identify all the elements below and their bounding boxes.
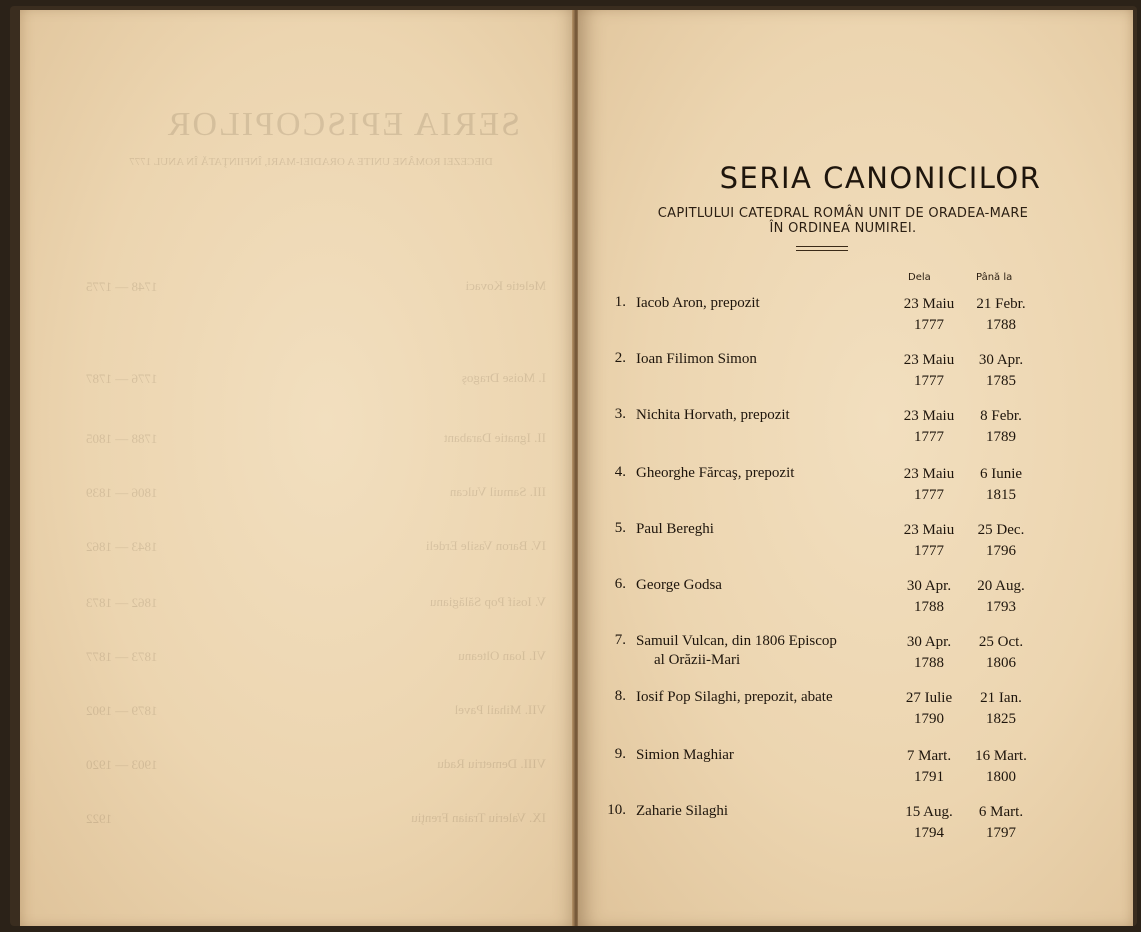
bleed-title: SERIA EPISCOPILOR xyxy=(165,106,520,143)
from-year: 1777 xyxy=(914,543,944,559)
from-year: 1794 xyxy=(914,825,944,841)
entry-name xyxy=(636,802,886,821)
entry-number: 7. xyxy=(614,632,626,648)
from-year: 1790 xyxy=(914,711,944,727)
entry-from-date xyxy=(894,464,964,506)
entry-to-date xyxy=(966,294,1036,336)
from-day: 23 Maiu xyxy=(903,522,955,538)
to-year: 1797 xyxy=(986,825,1016,841)
right-page xyxy=(578,10,1133,926)
bleed-row-name: I. Moise Dragoş xyxy=(461,370,546,385)
bleed-row-name: VI. Ioan Olteanu xyxy=(458,648,546,663)
bleed-row-dates: 1776 — 1787 xyxy=(86,371,158,386)
canon-entry xyxy=(598,688,1048,738)
bleed-row-dates: 1903 — 1920 xyxy=(86,757,158,772)
page-title: SERIA CANONICILOR xyxy=(719,161,1042,195)
to-day: 20 Aug. xyxy=(977,578,1025,594)
to-day: 25 Dec. xyxy=(977,522,1025,538)
bleed-row xyxy=(86,756,546,796)
entry-from-date xyxy=(894,576,964,618)
from-day: 23 Maiu xyxy=(903,408,955,424)
bleed-row xyxy=(86,648,546,688)
entry-from-date xyxy=(894,802,964,844)
entry-name-line-1: Iosif Pop Silaghi, prepozit, abate xyxy=(636,689,833,705)
to-year: 1800 xyxy=(986,769,1016,785)
to-year: 1796 xyxy=(986,543,1016,559)
entry-from-date xyxy=(894,746,964,788)
entry-to-date xyxy=(966,464,1036,506)
entry-name xyxy=(636,406,886,425)
page-subtitle xyxy=(608,206,1078,236)
from-year: 1788 xyxy=(914,599,944,615)
bleed-row xyxy=(86,702,546,742)
from-day: 23 Maiu xyxy=(903,352,955,368)
bleed-row xyxy=(86,370,546,410)
entry-name-line-1: Paul Bereghi xyxy=(636,521,714,537)
to-year: 1789 xyxy=(986,429,1016,445)
entry-to-date xyxy=(966,406,1036,448)
from-day: 23 Maiu xyxy=(903,466,955,482)
entry-number: 4. xyxy=(614,464,626,480)
bleed-row-name: VIII. Demetriu Radu xyxy=(437,756,546,771)
canon-entry xyxy=(598,520,1048,570)
entry-number: 1. xyxy=(614,294,626,310)
entry-name xyxy=(636,688,886,707)
open-book xyxy=(10,6,1137,926)
to-day: 21 Febr. xyxy=(976,296,1026,312)
entry-name-line-1: Ioan Filimon Simon xyxy=(636,351,757,367)
bleed-row-dates: 1922 xyxy=(86,811,112,826)
entry-name xyxy=(636,632,886,670)
bleed-row-name: IX. Valeriu Traian Frenţiu xyxy=(411,810,546,825)
bleed-row-dates: 1879 — 1902 xyxy=(86,703,158,718)
entry-number: 9. xyxy=(614,746,626,762)
entry-number: 6. xyxy=(614,576,626,592)
entry-to-date xyxy=(966,688,1036,730)
entry-name-line-1: Iacob Aron, prepozit xyxy=(636,295,760,311)
to-day: 21 Ian. xyxy=(980,690,1022,706)
from-day: 7 Mart. xyxy=(906,748,952,764)
to-day: 6 Iunie xyxy=(979,466,1023,482)
column-header-from: Dela xyxy=(908,272,931,283)
entry-number: 5. xyxy=(614,520,626,536)
to-day: 6 Mart. xyxy=(978,804,1024,820)
left-page xyxy=(20,10,576,926)
entry-name xyxy=(636,294,886,313)
entry-to-date xyxy=(966,746,1036,788)
entry-name-line-1: Zaharie Silaghi xyxy=(636,803,729,819)
from-year: 1777 xyxy=(914,317,944,333)
canon-entry xyxy=(598,632,1048,682)
bleed-row xyxy=(86,594,546,634)
entry-name-line-2: al Orăzii-Mari xyxy=(654,652,741,668)
to-year: 1785 xyxy=(986,373,1016,389)
from-day: 30 Apr. xyxy=(906,634,952,650)
entry-name-line-1: Samuil Vulcan, din 1806 Episcop xyxy=(636,633,837,649)
bleed-row xyxy=(86,278,546,318)
bleed-row-name: V. Iosif Pop Sălăgianu xyxy=(429,594,546,609)
bleed-row-name: VII. Mihail Pavel xyxy=(454,702,546,717)
from-year: 1777 xyxy=(914,429,944,445)
bleed-through-text xyxy=(20,10,576,926)
to-day: 16 Mart. xyxy=(975,748,1027,764)
canon-entry xyxy=(598,294,1048,344)
to-day: 25 Oct. xyxy=(978,634,1024,650)
from-day: 30 Apr. xyxy=(906,578,952,594)
entry-number: 8. xyxy=(614,688,626,704)
entry-name xyxy=(636,576,886,595)
bleed-row-dates: 1748 — 1775 xyxy=(86,279,158,294)
canon-entry xyxy=(598,406,1048,456)
entry-from-date xyxy=(894,406,964,448)
bleed-row xyxy=(86,538,546,578)
entry-name-line-1: Gheorghe Fărcaş, prepozit xyxy=(636,465,795,481)
to-year: 1815 xyxy=(986,487,1016,503)
bleed-row-dates: 1873 — 1877 xyxy=(86,649,158,664)
entry-name-line-1: George Godsa xyxy=(636,577,722,593)
entry-name xyxy=(636,520,886,539)
entry-number: 3. xyxy=(614,406,626,422)
bleed-row-dates: 1806 — 1839 xyxy=(86,485,158,500)
to-year: 1825 xyxy=(986,711,1016,727)
canon-entry xyxy=(598,350,1048,400)
entry-to-date xyxy=(966,350,1036,392)
subtitle-line-1: CAPITLULUI CATEDRAL ROMÂN UNIT DE ORADEA-MARE xyxy=(657,206,1029,221)
from-day: 15 Aug. xyxy=(905,804,953,820)
entry-name-line-1: Nichita Horvath, prepozit xyxy=(636,407,790,423)
entry-from-date xyxy=(894,350,964,392)
entry-number: 10. xyxy=(607,802,626,818)
from-day: 27 Iulie xyxy=(905,690,953,706)
bleed-row xyxy=(86,430,546,470)
from-year: 1777 xyxy=(914,373,944,389)
to-day: 30 Apr. xyxy=(978,352,1024,368)
subtitle-line-2: ÎN ORDINEA NUMIREI. xyxy=(769,221,917,236)
from-day: 23 Maiu xyxy=(903,296,955,312)
bleed-row-name: II. Ignatie Darabant xyxy=(443,430,546,445)
canon-entry xyxy=(598,746,1048,796)
entry-to-date xyxy=(966,576,1036,618)
canon-entry xyxy=(598,576,1048,626)
from-year: 1791 xyxy=(914,769,944,785)
entry-number: 2. xyxy=(614,350,626,366)
title-divider xyxy=(796,246,848,251)
column-header-to: Până la xyxy=(976,272,1013,283)
from-year: 1788 xyxy=(914,655,944,671)
bleed-row-name: III. Samuil Vulcan xyxy=(449,484,546,499)
bleed-row-name: Meletie Kovaci xyxy=(465,278,546,293)
entry-to-date xyxy=(966,520,1036,562)
to-year: 1793 xyxy=(986,599,1016,615)
bleed-row-name: IV. Baron Vasile Erdeli xyxy=(425,538,546,553)
entry-name xyxy=(636,464,886,483)
from-year: 1777 xyxy=(914,487,944,503)
bleed-row xyxy=(86,810,546,850)
entry-to-date xyxy=(966,802,1036,844)
entry-from-date xyxy=(894,294,964,336)
canon-entry xyxy=(598,802,1048,852)
to-year: 1806 xyxy=(986,655,1016,671)
entry-from-date xyxy=(894,520,964,562)
to-day: 8 Febr. xyxy=(980,408,1022,424)
entry-name-line-1: Simion Maghiar xyxy=(636,747,734,763)
entry-to-date xyxy=(966,632,1036,674)
canon-entry xyxy=(598,464,1048,514)
entry-name xyxy=(636,350,886,369)
entry-from-date xyxy=(894,688,964,730)
bleed-row xyxy=(86,484,546,524)
bleed-row-dates: 1788 — 1805 xyxy=(86,431,158,446)
entry-from-date xyxy=(894,632,964,674)
entry-name xyxy=(636,746,886,765)
bleed-row-dates: 1843 — 1862 xyxy=(86,539,158,554)
to-year: 1788 xyxy=(986,317,1016,333)
bleed-row-dates: 1862 — 1873 xyxy=(86,595,158,610)
bleed-subtitle: DIECEZEI ROMÂNE UNITE A ORADIEI-MARI, ÎNFIINŢATĂ ÎN ANUL 1777 xyxy=(129,156,493,168)
